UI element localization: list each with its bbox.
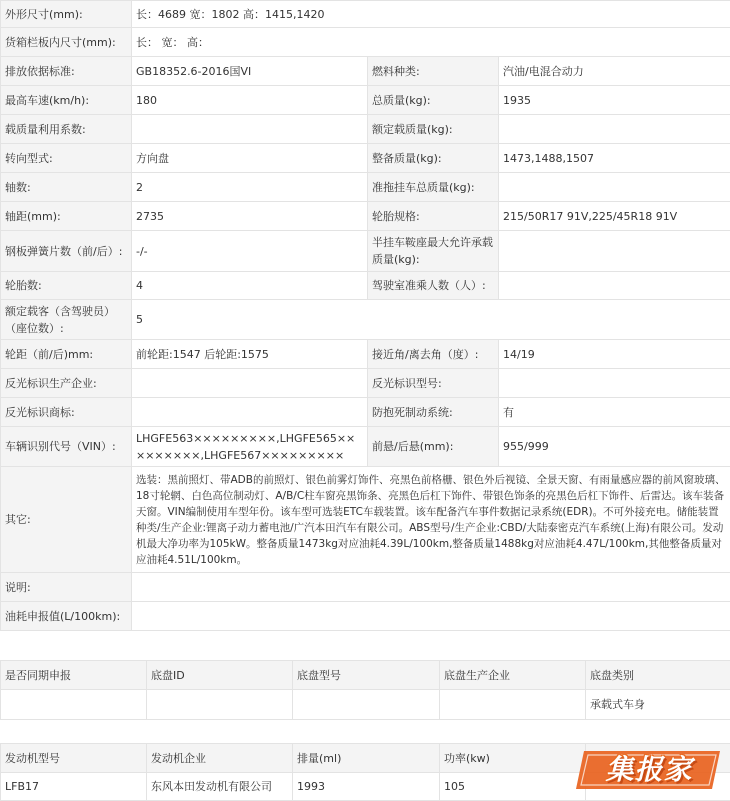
spec-label: 油耗申报值(L/100km): bbox=[1, 602, 132, 631]
chassis-cell bbox=[440, 690, 586, 720]
spec-label: 轴数: bbox=[1, 173, 132, 202]
spec-label: 前悬/后悬(mm): bbox=[368, 427, 499, 467]
spec-label: 钢板弹簧片数（前/后）: bbox=[1, 231, 132, 272]
spec-row bbox=[1, 28, 730, 57]
spec-label: 车辆识别代号（VIN）: bbox=[1, 427, 132, 467]
spec-label: 轮胎规格: bbox=[368, 202, 499, 231]
spec-label: 总质量(kg): bbox=[368, 86, 499, 115]
spec-label: 外形尺寸(mm): bbox=[1, 1, 132, 28]
spec-label: 半挂车鞍座最大允许承载质量(kg): bbox=[368, 231, 499, 272]
spec-value bbox=[499, 173, 730, 202]
chassis-header: 是否同期申报 bbox=[1, 661, 147, 690]
spec-value: 955/999 bbox=[499, 427, 730, 467]
spec-row bbox=[1, 231, 730, 272]
spec-label: 最高车速(km/h): bbox=[1, 86, 132, 115]
spec-row bbox=[1, 144, 730, 173]
engine-cell: 1993 bbox=[293, 773, 440, 801]
chassis-cell: 承载式车身 bbox=[586, 690, 730, 720]
spec-row bbox=[1, 202, 730, 231]
engine-cell: 105 bbox=[440, 773, 586, 801]
spec-label: 货箱栏板内尺寸(mm): bbox=[1, 28, 132, 57]
chassis-cell bbox=[1, 690, 147, 720]
spec-label: 反光标识型号: bbox=[368, 369, 499, 398]
chassis-header: 底盘生产企业 bbox=[440, 661, 586, 690]
spec-value bbox=[499, 272, 730, 300]
chassis-header-row bbox=[1, 661, 730, 690]
spec-value: 4 bbox=[132, 272, 368, 300]
spec-row bbox=[1, 115, 730, 144]
spec-value: -/- bbox=[132, 231, 368, 272]
spec-value: 长： 宽： 高： bbox=[132, 28, 730, 57]
spec-value bbox=[132, 369, 368, 398]
spec-value: 2735 bbox=[132, 202, 368, 231]
spec-label: 准拖挂车总质量(kg): bbox=[368, 173, 499, 202]
spec-label: 其它: bbox=[1, 467, 132, 573]
spec-value: 有 bbox=[499, 398, 730, 427]
engine-header: 发动机企业 bbox=[147, 744, 293, 773]
spec-row bbox=[1, 573, 730, 602]
watermark-logo bbox=[574, 745, 724, 795]
spec-value: 215/50R17 91V,225/45R18 91V bbox=[499, 202, 730, 231]
spec-value bbox=[499, 231, 730, 272]
spec-value: 汽油/电混合动力 bbox=[499, 57, 730, 86]
spec-value: 180 bbox=[132, 86, 368, 115]
spec-row bbox=[1, 340, 730, 369]
spec-row bbox=[1, 173, 730, 202]
spec-label: 驾驶室准乘人数（人）: bbox=[368, 272, 499, 300]
spec-row bbox=[1, 86, 730, 115]
chassis-header: 底盘ID bbox=[147, 661, 293, 690]
spec-value bbox=[499, 369, 730, 398]
spec-label: 轴距(mm): bbox=[1, 202, 132, 231]
spec-label: 额定载质量(kg): bbox=[368, 115, 499, 144]
spec-label: 防抱死制动系统: bbox=[368, 398, 499, 427]
spec-value: 长：4689 宽：1802 高：1415,1420 bbox=[132, 1, 730, 28]
chassis-header: 底盘类别 bbox=[586, 661, 730, 690]
spec-label: 说明: bbox=[1, 573, 132, 602]
engine-header: 发动机型号 bbox=[1, 744, 147, 773]
spec-row bbox=[1, 300, 730, 340]
spec-value: 选装：黑前照灯、带ADB的前照灯、银色前雾灯饰件、亮黑色前格栅、银色外后视镜、全景天窗、有雨量感应器的前风窗玻璃、18寸轮辋、白色高位制动灯、A/B/C柱车窗亮黑饰条、亮黑色后杠下饰件、带银色饰条的亮黑色后杠下饰件、后雷达。该车装备天窗。VIN编制使用车型年份。该车型可选装ETC车载装置。该车配备汽车事件数据记录系统(EDR)。不可外接充电。储能装置种类/生产企业:锂离子动力蓄电池/广汽本田汽车有限公司。ABS型号/生产企业:CBD/大陆泰密克汽车系统(上海)有限公司。发动机最大净功率为105kW。整备质量1473kg对应油耗4.39L/100km,整备质量1488kg对应油耗4.47L/100km,其他整备质量对应油耗4.51L/100km。 bbox=[132, 467, 730, 573]
spec-label: 接近角/离去角（度）: bbox=[368, 340, 499, 369]
spec-label: 反光标识商标: bbox=[1, 398, 132, 427]
spec-value: 14/19 bbox=[499, 340, 730, 369]
spec-value bbox=[499, 115, 730, 144]
spec-label: 转向型式: bbox=[1, 144, 132, 173]
chassis-cell bbox=[147, 690, 293, 720]
spec-row bbox=[1, 467, 730, 573]
spec-label: 整备质量(kg): bbox=[368, 144, 499, 173]
spec-value: GB18352.6-2016国VI bbox=[132, 57, 368, 86]
spec-row bbox=[1, 427, 730, 467]
chassis-row bbox=[1, 690, 730, 720]
spec-value: 方向盘 bbox=[132, 144, 368, 173]
spec-label: 排放依据标准: bbox=[1, 57, 132, 86]
watermark-text: 集报家 bbox=[605, 753, 693, 786]
spec-row bbox=[1, 57, 730, 86]
spec-row bbox=[1, 602, 730, 631]
engine-cell: LFB17 bbox=[1, 773, 147, 801]
spec-value: 前轮距:1547 后轮距:1575 bbox=[132, 340, 368, 369]
chassis-cell bbox=[293, 690, 440, 720]
chassis-table bbox=[0, 660, 730, 720]
spec-row bbox=[1, 272, 730, 300]
spec-label: 燃料种类: bbox=[368, 57, 499, 86]
spec-label: 载质量利用系数: bbox=[1, 115, 132, 144]
spec-value: 1935 bbox=[499, 86, 730, 115]
spec-value bbox=[132, 573, 730, 602]
chassis-header: 底盘型号 bbox=[293, 661, 440, 690]
spec-value bbox=[132, 398, 368, 427]
spec-label: 轮距（前/后)mm: bbox=[1, 340, 132, 369]
spec-row bbox=[1, 1, 730, 28]
spec-row bbox=[1, 398, 730, 427]
spec-label: 额定载客（含驾驶员）（座位数）: bbox=[1, 300, 132, 340]
spec-label: 轮胎数: bbox=[1, 272, 132, 300]
spec-value bbox=[132, 602, 730, 631]
spec-value: 1473,1488,1507 bbox=[499, 144, 730, 173]
spec-label: 反光标识生产企业: bbox=[1, 369, 132, 398]
spec-value: LHGFE563×××××××××,LHGFE565×××××××××,LHGFE567××××××××× bbox=[132, 427, 368, 467]
spec-value: 5 bbox=[132, 300, 730, 340]
spec-value bbox=[132, 115, 368, 144]
engine-header: 功率(kw) bbox=[440, 744, 586, 773]
engine-cell: 东风本田发动机有限公司 bbox=[147, 773, 293, 801]
spec-value: 2 bbox=[132, 173, 368, 202]
spec-row bbox=[1, 369, 730, 398]
engine-header: 排量(ml) bbox=[293, 744, 440, 773]
